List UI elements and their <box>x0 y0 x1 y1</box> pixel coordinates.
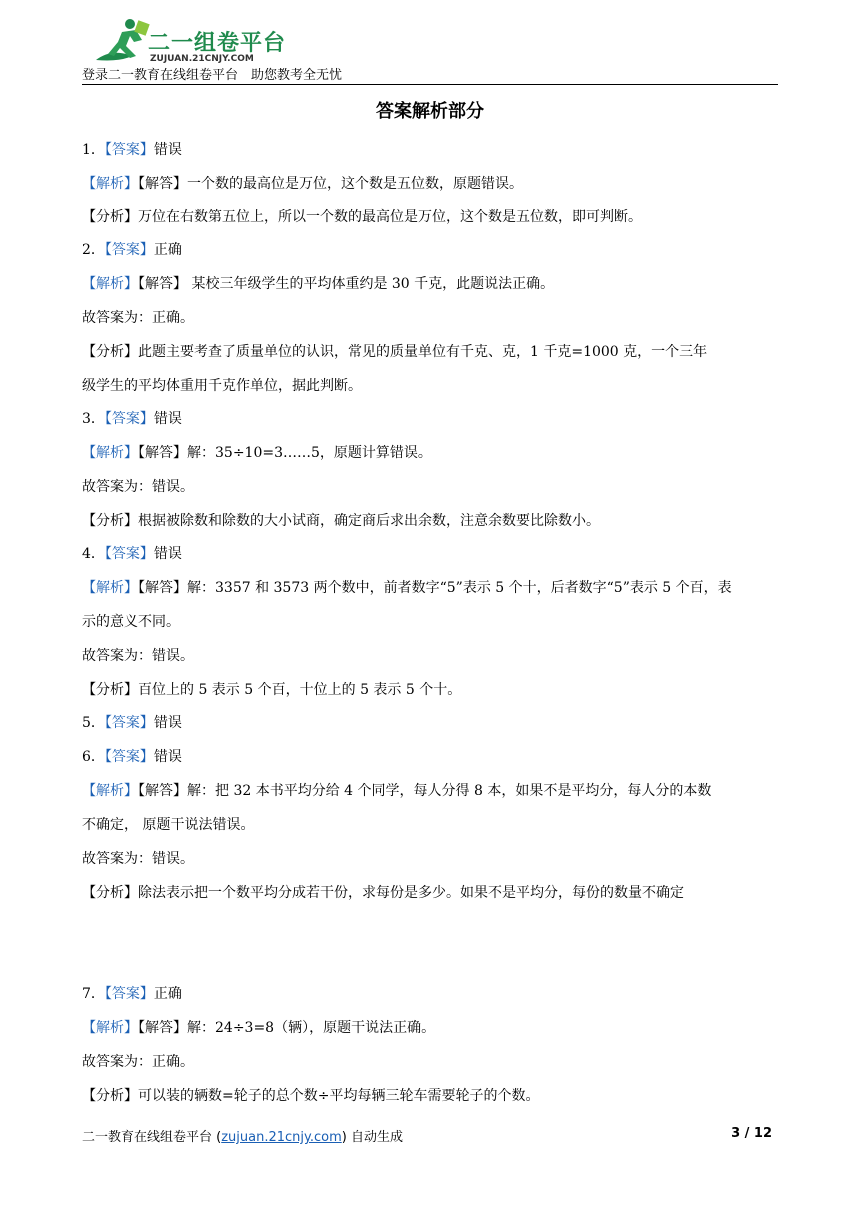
text-line <box>82 781 711 801</box>
line-text: 【分析】百位上的 5 表示 5 个百，十位上的 5 表示 5 个十。 <box>82 682 462 698</box>
line-text: 【解答】解：3357 和 3573 两个数中，前者数字“5”表示 5 个十，后者数字“5”表示 5 个百，表 <box>138 580 732 596</box>
footer-suffix: ) 自动生成 <box>341 1130 403 1145</box>
footer-site-link[interactable]: zujuan.21cnjy.com <box>221 1130 342 1145</box>
line-text: 5． <box>82 715 105 731</box>
text-line <box>82 984 182 1004</box>
line-text: 4． <box>82 546 105 562</box>
answer-tag: 【答案】 <box>104 715 154 731</box>
text-line <box>82 207 642 227</box>
logo-text: 二一组卷平台 <box>148 31 287 56</box>
answer-tag: 【解析】 <box>82 783 138 799</box>
line-text: 正确 <box>153 986 182 1002</box>
answer-tag: 【解析】 <box>82 276 138 292</box>
text-line <box>82 174 523 194</box>
line-text: 6． <box>82 749 105 765</box>
text-line <box>82 1086 539 1106</box>
line-text: 故答案为：错误。 <box>82 851 194 867</box>
text-line <box>82 342 707 362</box>
text-line <box>82 376 362 396</box>
text-line <box>82 815 254 835</box>
line-text: 【解答】解：24÷3=8（辆），原题干说法正确。 <box>138 1020 436 1036</box>
line-text: 【分析】此题主要考查了质量单位的认识，常见的质量单位有千克、克，1 千克=1000 克，一个三年 <box>82 344 708 360</box>
line-text: 【分析】根据被除数和除数的大小试商，确定商后求出余数，注意余数要比除数小。 <box>82 513 600 529</box>
answer-tag: 【答案】 <box>104 986 154 1002</box>
text-line <box>82 409 182 429</box>
text-line <box>82 646 194 666</box>
line-text: 【解答】解：把 32 本书平均分给 4 个同学，每人分得 8 本，如果不是平均分，每人分的本数 <box>138 783 712 799</box>
line-text: 正确 <box>153 242 182 258</box>
logo-subtitle: ZUJUAN.21CNJY.COM <box>150 54 254 64</box>
text-line <box>82 747 182 767</box>
text-line <box>82 1018 435 1038</box>
line-text: 级学生的平均体重用千克作单位，据此判断。 <box>82 378 362 394</box>
text-line <box>82 511 600 531</box>
answer-tag: 【答案】 <box>104 546 154 562</box>
line-text: 故答案为：错误。 <box>82 648 194 664</box>
line-text: 错误 <box>153 749 182 765</box>
line-text: 故答案为：错误。 <box>82 479 194 495</box>
page-number: 3 / 12 <box>731 1126 772 1141</box>
footer-text <box>82 1126 403 1145</box>
text-line <box>82 140 182 160</box>
line-text: 示的意义不同。 <box>82 614 180 630</box>
line-text: 2． <box>82 242 105 258</box>
line-text: 1． <box>82 142 105 158</box>
line-text: 【分析】除法表示把一个数平均分成若干份，求每份是多少。如果不是平均分，每份的数量不确定 <box>82 885 684 901</box>
line-text: 错误 <box>153 546 182 562</box>
text-line <box>82 274 554 294</box>
answer-tag: 【答案】 <box>104 749 154 765</box>
text-line <box>82 443 432 463</box>
line-text: 【解答】 某校三年级学生的平均体重约是 30 千克，此题说法正确。 <box>138 276 555 292</box>
text-line <box>82 680 461 700</box>
line-text: 错误 <box>153 715 182 731</box>
page-title: 答案解析部分 <box>376 101 484 122</box>
answer-tag: 【答案】 <box>104 242 154 258</box>
answer-tag: 【答案】 <box>104 142 154 158</box>
answer-tag: 【解析】 <box>82 1020 138 1036</box>
answer-tag: 【答案】 <box>104 411 154 427</box>
line-text: 故答案为：正确。 <box>82 1054 194 1070</box>
answer-tag: 【解析】 <box>82 580 138 596</box>
text-line <box>82 544 182 564</box>
line-text: 7． <box>82 986 105 1002</box>
answer-tag: 【解析】 <box>82 176 138 192</box>
line-text: 【解答】解：35÷10=3……5，原题计算错误。 <box>138 445 432 461</box>
header-tagline: 登录二一教育在线组卷平台 助您教考全无忧 <box>82 68 343 83</box>
text-line <box>82 612 180 632</box>
line-text: 【解答】一个数的最高位是万位，这个数是五位数，原题错误。 <box>138 176 523 192</box>
text-line <box>82 308 194 328</box>
line-text: 故答案为：正确。 <box>82 310 194 326</box>
text-line <box>82 477 194 497</box>
text-line <box>82 713 182 733</box>
line-text: 不确定， 原题干说法错误。 <box>82 817 255 833</box>
line-text: 【分析】可以装的辆数=轮子的总个数÷平均每辆三轮车需要轮子的个数。 <box>82 1088 540 1104</box>
text-line <box>82 578 732 598</box>
answer-tag: 【解析】 <box>82 445 138 461</box>
footer-prefix: 二一教育在线组卷平台 ( <box>82 1130 222 1145</box>
line-text: 3． <box>82 411 105 427</box>
text-line <box>82 240 182 260</box>
line-text: 错误 <box>153 411 182 427</box>
text-line <box>82 1052 194 1072</box>
text-line <box>82 883 684 903</box>
line-text: 错误 <box>153 142 182 158</box>
header-divider <box>82 84 778 85</box>
line-text: 【分析】万位在右数第五位上，所以一个数的最高位是万位，这个数是五位数，即可判断。 <box>82 209 642 225</box>
text-line <box>82 849 194 869</box>
